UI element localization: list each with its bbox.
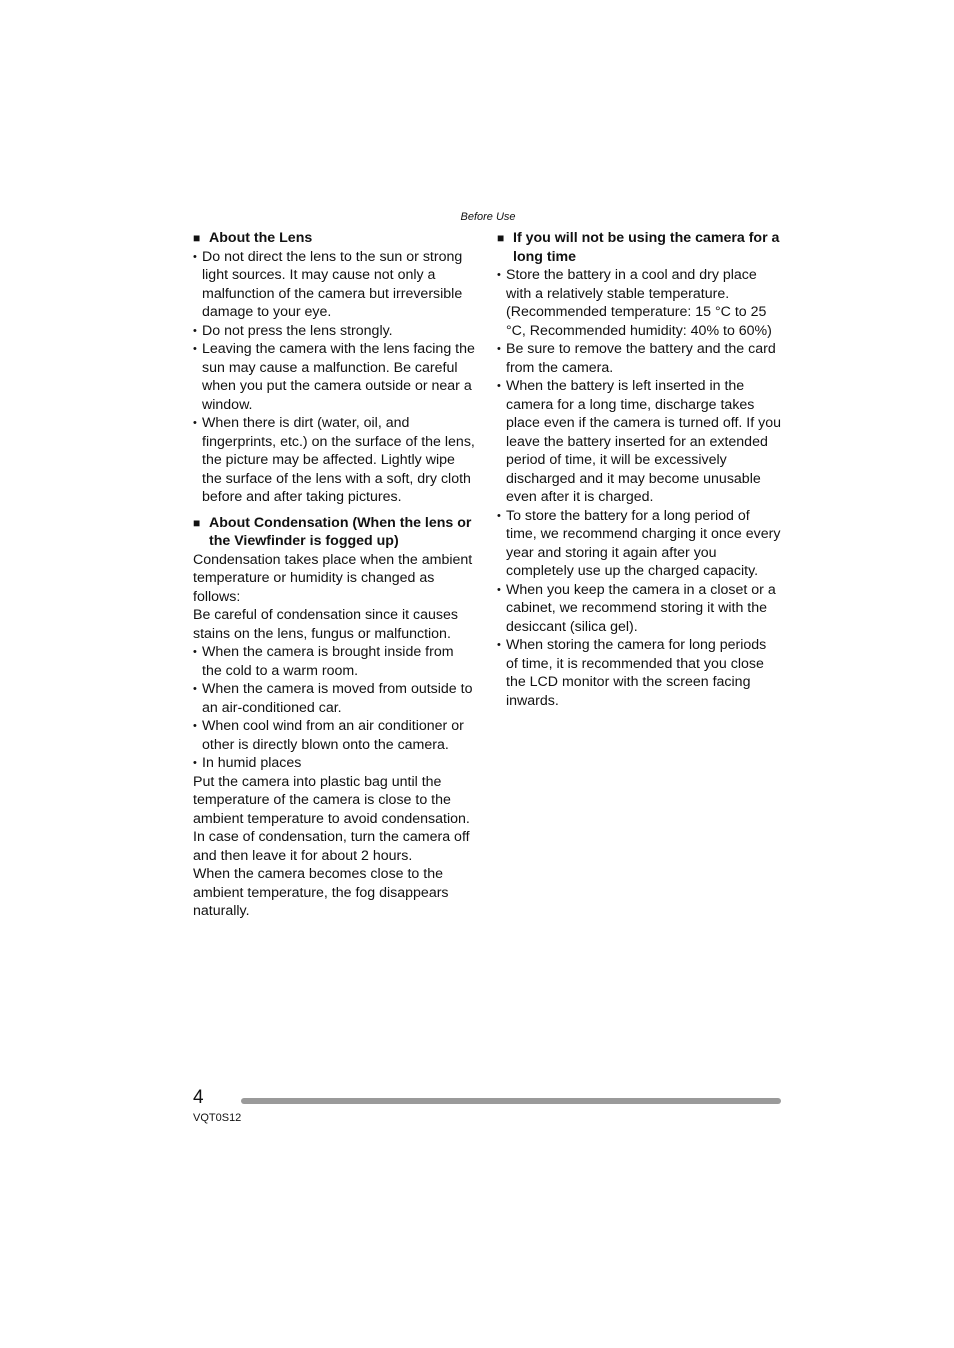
list-item: • When the camera is moved from outside to an air-conditioned car.: [193, 680, 477, 717]
section-heading: [497, 229, 781, 266]
square-bullet-icon: ■: [497, 231, 505, 245]
model-code: VQT0S12: [193, 1112, 242, 1124]
square-bullet-icon: ■: [193, 515, 201, 530]
section-heading: [193, 229, 477, 248]
section-heading-text: About Condensation (When the lens or the Viewfinder is fogged up): [209, 514, 472, 549]
paragraph: Condensation takes place when the ambient temperature or humidity is changed as follows:: [193, 551, 473, 605]
list-item: • When the battery is left inserted in the camera for a long time, discharge takes place even if the camera is turned off. If you leave the battery inserted for an extended period of time, it will be excessively discharged and it may become unusable even after it is charged.: [497, 377, 781, 507]
left-column: [193, 229, 477, 921]
list-item: • When cool wind from an air conditioner or other is directly blown onto the camera.: [193, 717, 477, 754]
paragraph: Be careful of condensation since it causes stains on the lens, fungus or malfunction.: [193, 607, 458, 642]
section-heading-text: About the Lens: [209, 230, 313, 246]
section-long-time-storage: [497, 229, 781, 710]
bullet-list: [193, 643, 477, 773]
list-item: • When you keep the camera in a closet or a cabinet, we recommend storing it with the desiccant (silica gel).: [497, 581, 781, 637]
footer-rule: [241, 1098, 781, 1104]
section-heading-text: If you will not be using the camera for a long time: [513, 230, 780, 265]
list-item: • Leaving the camera with the lens facing the sun may cause a malfunction. Be careful when you put the camera outside or near a window.: [193, 340, 477, 414]
page-number: 4: [193, 1087, 204, 1108]
right-column: [497, 229, 781, 710]
paragraph: When the camera becomes close to the ambient temperature, the fog disappears naturally.: [193, 866, 449, 919]
list-item: • Do not direct the lens to the sun or strong light sources. It may cause not only a malfunction of the camera but irreversible damage to your eye.: [193, 248, 477, 322]
list-item: • When storing the camera for long periods of time, it is recommended that you close the LCD monitor with the screen facing inwards.: [497, 636, 781, 710]
paragraph: Put the camera into plastic bag until the temperature of the camera is close to the ambient temperature to avoid condensation. In case of condensation, turn the camera off and then leave it for about 2 hours.: [193, 773, 470, 864]
list-item: • Be sure to remove the battery and the card from the camera.: [497, 340, 781, 377]
section-lens: [193, 229, 477, 507]
list-item: • To store the battery for a long period of time, we recommend charging it once every year and storing it again after you completely use up the charged capacity.: [497, 507, 781, 581]
list-item: • When there is dirt (water, oil, and fingerprints, etc.) on the surface of the lens, the picture may be affected. Lightly wipe the surface of the lens with a soft, dry cloth before and after taking pictures.: [193, 414, 477, 507]
running-head: Before Use: [460, 211, 516, 223]
section-heading: [193, 514, 477, 551]
list-item: • Do not press the lens strongly.: [193, 322, 477, 341]
square-bullet-icon: ■: [193, 231, 201, 245]
section-condensation: [193, 514, 477, 921]
bullet-list: [193, 248, 477, 507]
list-item: • Store the battery in a cool and dry place with a relatively stable temperature. (Recommended temperature: 15 °C to 25 °C, Recommended humidity: 40% to 60%): [497, 266, 781, 340]
list-item: • In humid places: [193, 754, 477, 773]
list-item: • When the camera is brought inside from the cold to a warm room.: [193, 643, 477, 680]
bullet-list: [497, 266, 781, 710]
